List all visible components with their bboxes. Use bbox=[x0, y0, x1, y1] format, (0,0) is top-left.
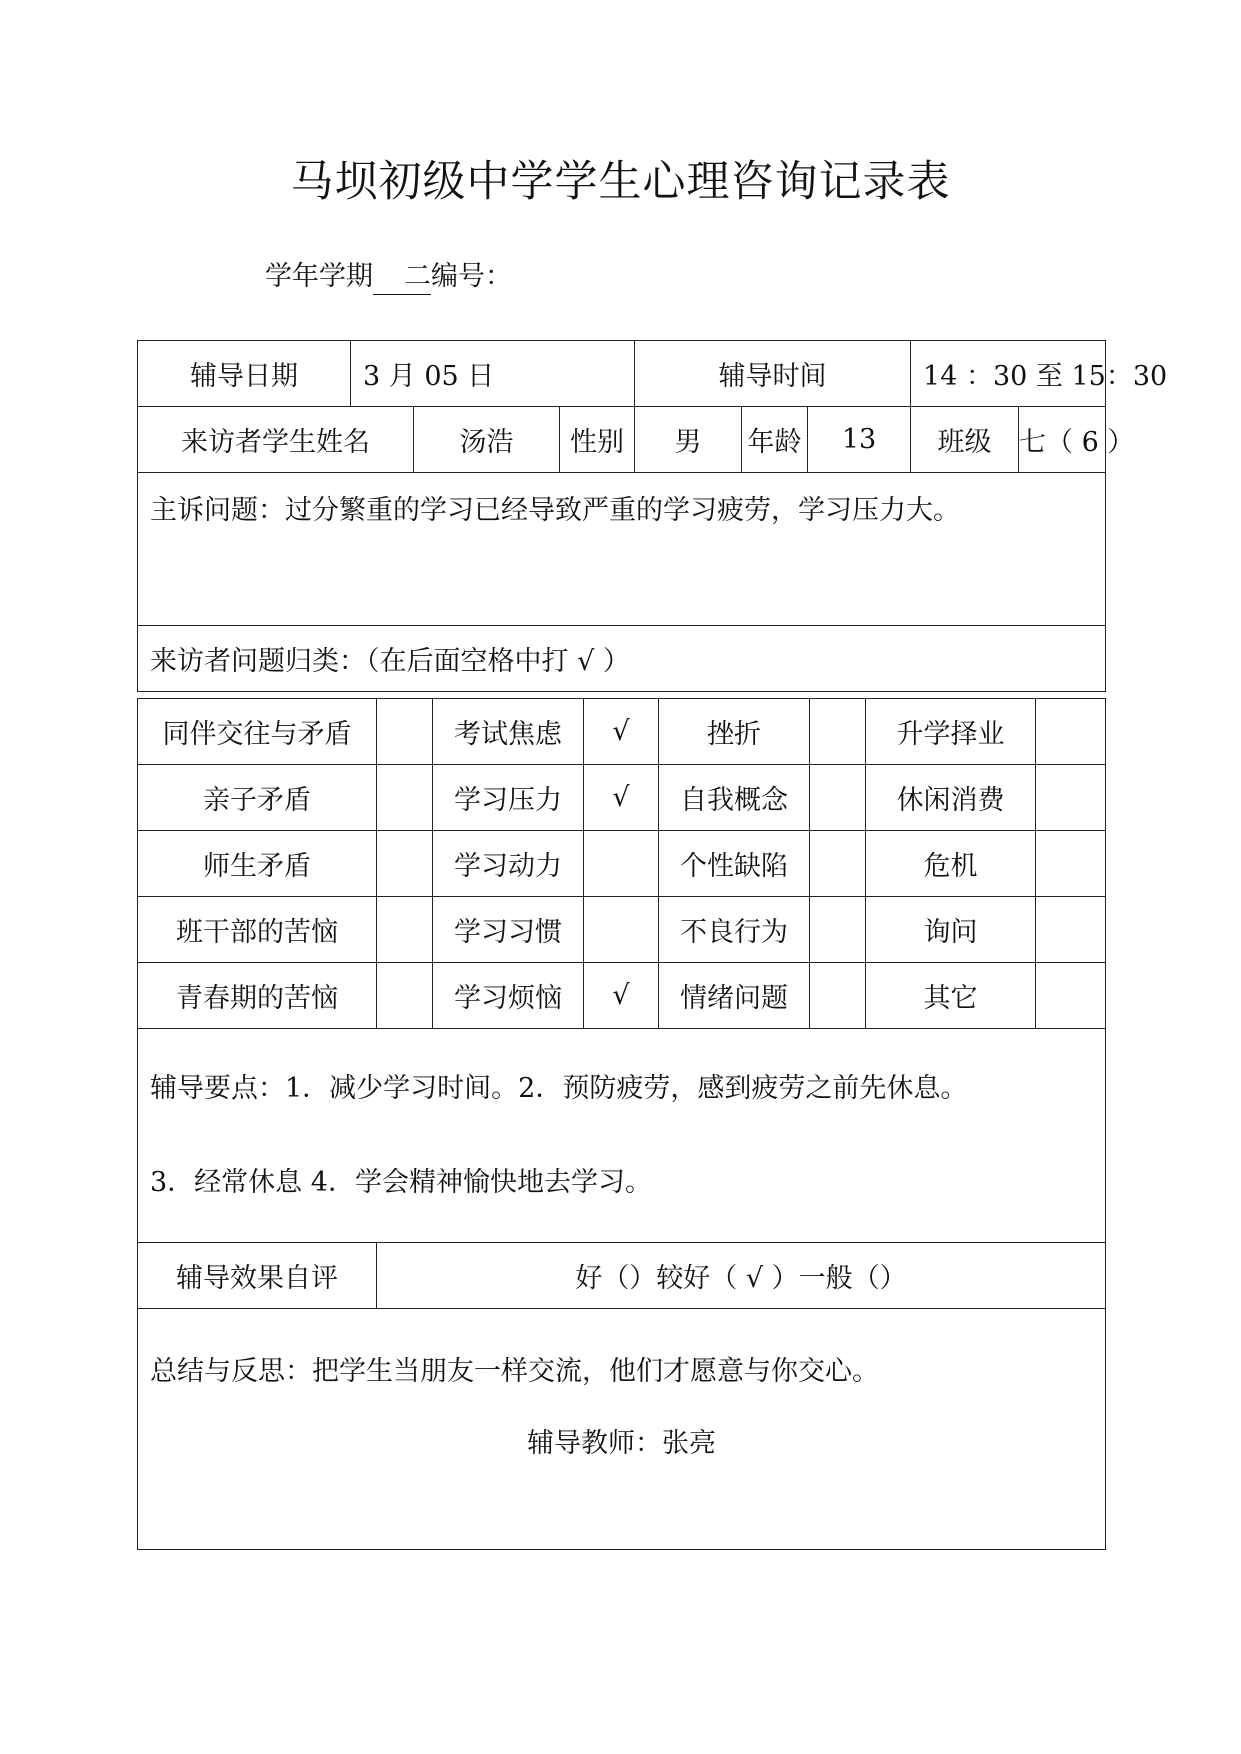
number-label: 编号： bbox=[431, 261, 512, 292]
category-label: 询问 bbox=[866, 897, 1036, 963]
category-label: 学习烦恼 bbox=[433, 963, 584, 1029]
category-mark[interactable] bbox=[377, 699, 433, 765]
category-mark[interactable] bbox=[810, 699, 866, 765]
record-form-table bbox=[137, 340, 1168, 692]
category-label: 学习动力 bbox=[433, 831, 584, 897]
self-eval-value[interactable]: 好（）较好（ √ ）一般（） bbox=[377, 1243, 1106, 1309]
term-number-line bbox=[265, 257, 512, 297]
category-label: 班干部的苦恼 bbox=[138, 897, 377, 963]
self-eval-label: 辅导效果自评 bbox=[138, 1243, 377, 1309]
category-row bbox=[138, 765, 1106, 831]
key-points-row bbox=[138, 1029, 1106, 1243]
self-eval-row bbox=[138, 1243, 1106, 1309]
category-label: 个性缺陷 bbox=[659, 831, 810, 897]
category-label: 不良行为 bbox=[659, 897, 810, 963]
key-points-line-2: 3．经常休息 4．学会精神愉快地去学习。 bbox=[150, 1166, 652, 1198]
class-label: 班级 bbox=[911, 407, 1019, 473]
category-label: 考试焦虑 bbox=[433, 699, 584, 765]
category-row bbox=[138, 963, 1106, 1029]
category-mark[interactable] bbox=[584, 831, 659, 897]
key-points-cell bbox=[138, 1029, 1106, 1243]
classification-header: 来访者问题归类：（在后面空格中打 √ ） bbox=[138, 626, 1106, 692]
category-mark[interactable] bbox=[1036, 897, 1106, 963]
gender-label: 性别 bbox=[560, 407, 635, 473]
category-row bbox=[138, 831, 1106, 897]
category-label: 升学择业 bbox=[866, 699, 1036, 765]
category-mark[interactable] bbox=[810, 963, 866, 1029]
category-label: 同伴交往与矛盾 bbox=[138, 699, 377, 765]
date-value: 3 月 05 日 bbox=[351, 341, 635, 407]
category-label: 亲子矛盾 bbox=[138, 765, 377, 831]
category-mark[interactable] bbox=[1036, 963, 1106, 1029]
category-label: 学习压力 bbox=[433, 765, 584, 831]
date-label: 辅导日期 bbox=[138, 341, 351, 407]
category-mark[interactable] bbox=[584, 897, 659, 963]
category-mark[interactable]: √ bbox=[584, 699, 659, 765]
summary-text: 总结与反思：把学生当朋友一样交流，他们才愿意与你交心。 bbox=[150, 1356, 879, 1387]
term-blank: 二 bbox=[373, 260, 431, 295]
student-info-row bbox=[138, 407, 1106, 473]
category-label: 挫折 bbox=[659, 699, 810, 765]
category-label: 危机 bbox=[866, 831, 1036, 897]
category-label: 青春期的苦恼 bbox=[138, 963, 377, 1029]
summary-cell bbox=[138, 1309, 1106, 1550]
student-name-value: 汤浩 bbox=[414, 407, 560, 473]
category-label: 师生矛盾 bbox=[138, 831, 377, 897]
classification-header-row bbox=[138, 626, 1106, 692]
category-mark[interactable] bbox=[377, 897, 433, 963]
category-mark[interactable] bbox=[377, 765, 433, 831]
gender-value: 男 bbox=[635, 407, 742, 473]
document-title: 马坝初级中学学生心理咨询记录表 bbox=[290, 157, 951, 207]
category-mark[interactable] bbox=[810, 897, 866, 963]
category-mark[interactable] bbox=[377, 831, 433, 897]
class-value: 七（ 6 ） bbox=[1019, 407, 1106, 473]
summary-block bbox=[138, 1309, 1105, 1549]
category-label: 自我概念 bbox=[659, 765, 810, 831]
category-mark[interactable] bbox=[1036, 699, 1106, 765]
complaint-row bbox=[138, 473, 1106, 626]
category-row bbox=[138, 699, 1106, 765]
age-label: 年龄 bbox=[742, 407, 808, 473]
category-grid bbox=[137, 698, 1106, 1550]
category-mark[interactable]: √ bbox=[584, 765, 659, 831]
category-mark[interactable] bbox=[810, 765, 866, 831]
term-label: 学年学期 bbox=[265, 261, 373, 292]
student-name-label: 来访者学生姓名 bbox=[138, 407, 414, 473]
date-time-row bbox=[138, 341, 1106, 407]
category-label: 其它 bbox=[866, 963, 1036, 1029]
age-value: 13 bbox=[808, 407, 911, 473]
summary-row bbox=[138, 1309, 1106, 1550]
category-label: 情绪问题 bbox=[659, 963, 810, 1029]
key-points-text bbox=[150, 1069, 1105, 1203]
key-points-line-1: 辅导要点：1．减少学习时间。2．预防疲劳，感到疲劳之前先休息。 bbox=[150, 1072, 968, 1104]
category-label: 学习习惯 bbox=[433, 897, 584, 963]
complaint-text: 主诉问题：过分繁重的学习已经导致严重的学习疲劳，学习压力大。 bbox=[150, 495, 960, 526]
category-row bbox=[138, 897, 1106, 963]
teacher-signature: 辅导教师：张亮 bbox=[527, 1428, 716, 1459]
time-value: 14 ：30 至 15：30 bbox=[911, 341, 1106, 407]
category-mark[interactable] bbox=[377, 963, 433, 1029]
category-mark[interactable] bbox=[1036, 765, 1106, 831]
category-mark[interactable] bbox=[810, 831, 866, 897]
category-mark[interactable] bbox=[1036, 831, 1106, 897]
category-mark[interactable]: √ bbox=[584, 963, 659, 1029]
complaint-cell bbox=[138, 473, 1106, 626]
category-label: 休闲消费 bbox=[866, 765, 1036, 831]
time-label: 辅导时间 bbox=[635, 341, 911, 407]
